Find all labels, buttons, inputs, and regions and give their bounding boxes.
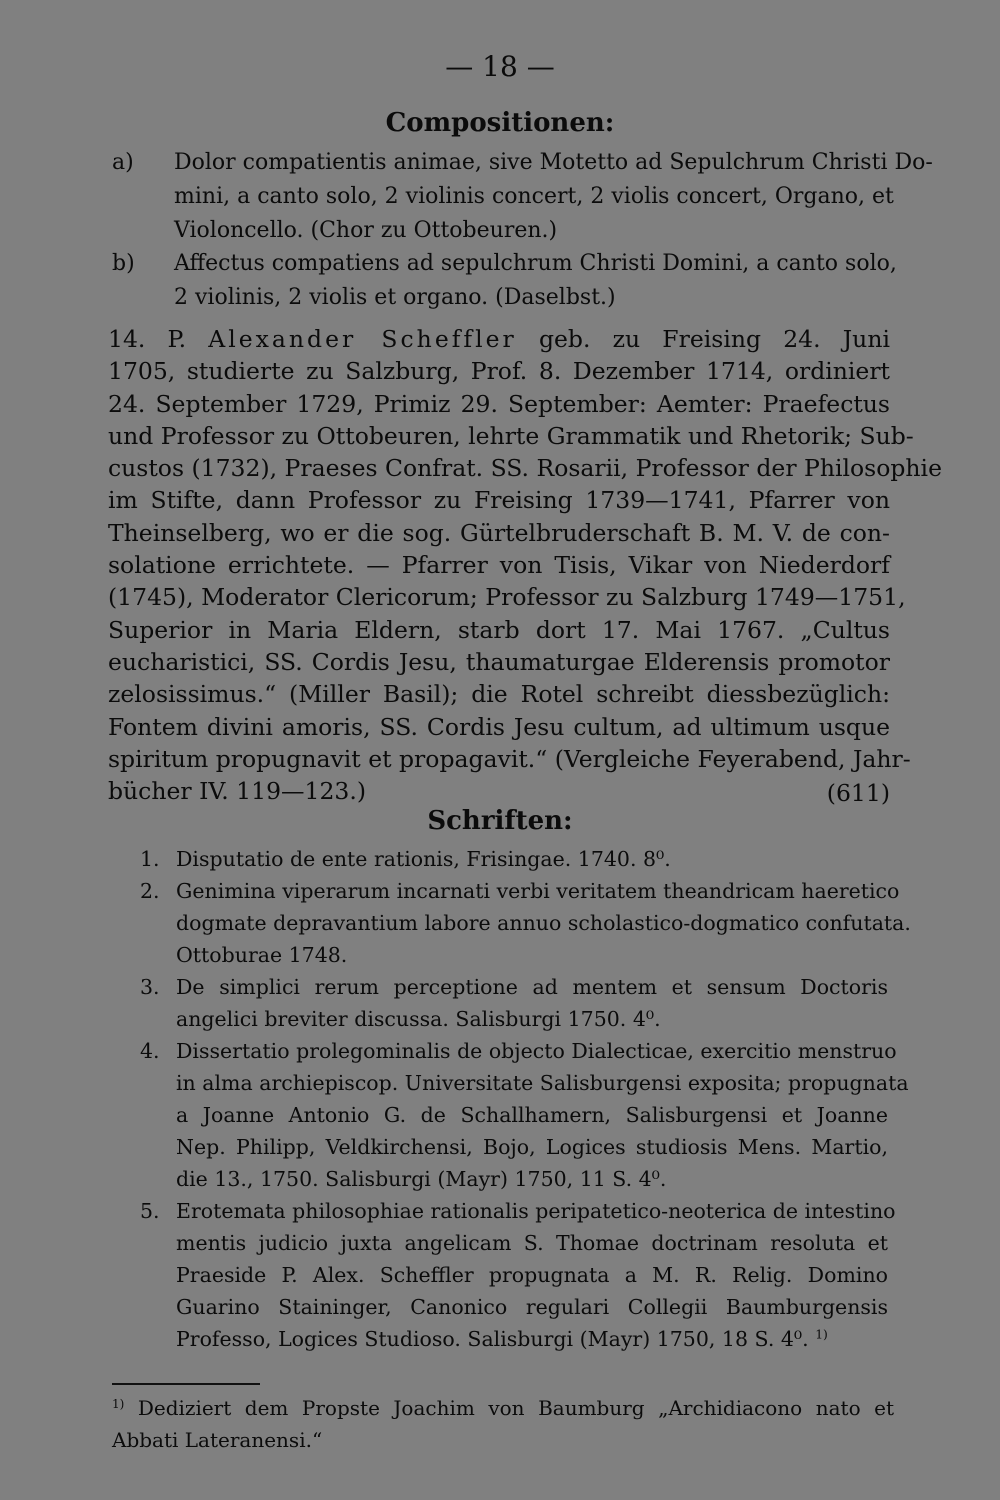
schriften-list [140,843,911,1355]
text-line: und Professor zu Ottobeuren, lehrte Grammatik und Rhetorik; Sub- [108,421,914,450]
item-number: 4. [140,1039,160,1063]
text-line: Dolor compatientis animae, sive Motetto ad Sepulchrum Christi Do- [174,150,933,175]
person-name: Alexander Scheffler [208,325,517,353]
text-line [112,1392,894,1424]
text-line: Guarino Staininger, Canonico regulari Collegii Baumburgensis [176,1295,888,1319]
entry-number: 14. P. [108,325,187,353]
text-line: Fontem divini amoris, SS. Cordis Jesu cultum, ad ultimum usque [108,712,890,741]
composition-item-a [112,146,933,248]
text-line: 1705, studierte zu Salzburg, Prof. 8. Dezember 1714, ordiniert [108,357,890,386]
text-line: dogmate depravantium labore annuo scholastico-dogmatico confutata. [176,911,911,935]
text-fragment: geb. zu Freising 24. Juni [538,325,890,353]
footnote-reference: 1) [815,1327,828,1342]
footnote-divider [112,1383,260,1385]
composition-item-b [112,247,897,315]
text-line: spiritum propugnavit et propagavit.“ (Vergleiche Feyerabend, Jahr- [108,744,911,773]
item-number: 1. [140,847,160,871]
list-item [140,843,888,875]
text-line: a Joanne Antonio G. de Schallhamern, Salisburgensi et Joanne [176,1103,888,1127]
text-line: mentis judicio juxta angelicam S. Thomae doctrinam resoluta et [176,1231,888,1255]
text-line: im Stifte, dann Professor zu Freising 1739—1741, Pfarrer von [108,486,890,515]
text-line: angelici breviter discussa. Salisburgi 1750. 4⁰. [176,1007,661,1031]
heading-schriften: Schriften: [427,806,573,836]
text-line: Dissertatio prolegominalis de objecto Dialecticae, exercitio menstruo [176,1039,897,1063]
list-item [140,875,911,971]
text-line [176,1323,888,1355]
text-line: Theinselberg, wo er die sog. Gürtelbruderschaft B. M. V. de con- [108,518,890,547]
item-number: 5. [140,1199,160,1223]
page-number: — 18 — [445,50,555,83]
text-line: (1745), Moderator Clericorum; Professor zu Salzburg 1749—1751, [108,583,906,612]
text-line: Violoncello. (Chor zu Ottobeuren.) [174,218,558,243]
text-line: die 13., 1750. Salisburgi (Mayr) 1750, 11 S. 4⁰. [176,1167,667,1191]
text-line: De simplici rerum perceptione ad mentem et sensum Doctoris [176,975,888,999]
footnote [112,1392,894,1456]
biography-first-line [108,323,890,355]
text-line: eucharistici, SS. Cordis Jesu, thaumaturgae Elderensis promotor [108,647,890,676]
text-line: mini, a canto solo, 2 violinis concert, 2 violis concert, Organo, et [174,184,894,209]
text-line: Genimina viperarum incarnati verbi veritatem theandricam haeretico [176,879,900,903]
text-line: custos (1732), Praeses Confrat. SS. Rosarii, Professor der Philosophie [108,454,942,483]
text-line: Disputatio de ente rationis, Frisingae. 1740. 8⁰. [176,847,671,871]
text-fragment: Dediziert dem Propste Joachim von Baumburg „Archidiacono nato et [137,1396,894,1420]
text-line: Nep. Philipp, Veldkirchensi, Bojo, Logices studiosis Mens. Martio, [176,1135,888,1159]
text-line: Praeside P. Alex. Scheffler propugnata a M. R. Relig. Domino [176,1263,888,1287]
text-line: Erotemata philosophiae rationalis peripatetico-neoterica de intestino [176,1199,896,1223]
composition-label: b) [112,251,135,276]
text-line: Abbati Lateranensi.“ [112,1428,323,1452]
text-line: Affectus compatiens ad sepulchrum Christi Domini, a canto solo, [174,251,897,276]
reference-number: (611) [826,779,890,807]
item-number: 2. [140,879,160,903]
text-line: Ottoburae 1748. [176,943,348,967]
list-item [140,1035,909,1195]
text-fragment: Professo, Logices Studioso. Salisburgi (Mayr) 1750, 18 S. 4⁰. [176,1327,809,1351]
text-line: zelosissimus.“ (Miller Basil); die Rotel schreibt diessbezüglich: [108,680,890,709]
biography-paragraph [108,323,942,807]
composition-label: a) [112,150,134,175]
text-line: bücher IV. 119—123.) [108,777,367,806]
text-line: 2 violinis, 2 violis et organo. (Daselbst.) [174,285,616,310]
text-line: in alma archiepiscop. Universitate Salisburgensi exposita; propugnata [176,1071,909,1095]
text-line: Superior in Maria Eldern, starb dort 17. Mai 1767. „Cultus [108,615,890,644]
list-item [140,971,888,1035]
text-line: solatione errichtete. — Pfarrer von Tisis, Vikar von Niederdorf [108,551,890,580]
heading-compositionen: Compositionen: [385,108,615,138]
footnote-mark: 1) [112,1396,125,1411]
list-item [140,1195,896,1355]
text-line: 24. September 1729, Primiz 29. September: Aemter: Praefectus [108,389,890,418]
item-number: 3. [140,975,160,999]
